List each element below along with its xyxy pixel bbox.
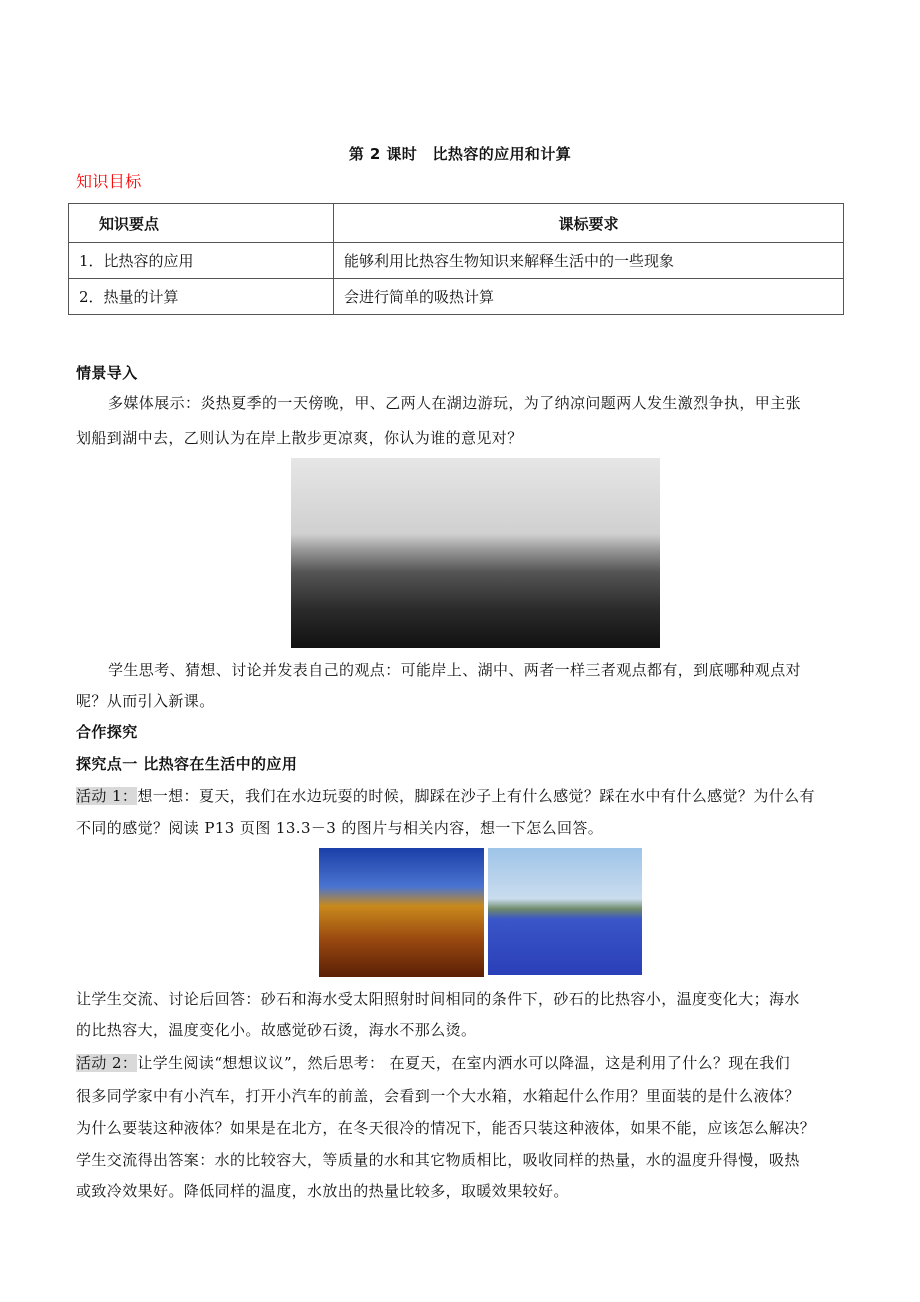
sea-coast-photo <box>488 848 642 975</box>
lake-boats-photo <box>291 458 660 648</box>
paragraph-line: 呢？从而引入新课。 <box>76 692 215 710</box>
objectives-table <box>68 203 844 315</box>
paragraph-line: 学生思考、猜想、讨论并发表自己的观点：可能岸上、湖中、两者一样三者观点都有，到底哪种观点对 <box>108 661 802 679</box>
paragraph-line: 多媒体展示：炎热夏季的一天傍晚，甲、乙两人在湖边游玩，为了纳凉问题两人发生激烈争执，甲主张 <box>108 394 802 412</box>
paragraph-line: 或致冷效果好。降低同样的温度，水放出的热量比较多，取暖效果较好。 <box>76 1182 569 1200</box>
table-row <box>69 243 844 279</box>
table-cell: 会进行简单的吸热计算 <box>334 279 844 315</box>
coop-heading: 合作探究 <box>76 723 138 741</box>
table-row <box>69 279 844 315</box>
table-header-row <box>69 204 844 243</box>
table-cell: 能够利用比热容生物知识来解释生活中的一些现象 <box>334 243 844 279</box>
activity-1-label: 活动 1： <box>76 787 138 805</box>
paragraph-text: 让学生阅读“想想议议”，然后思考： 在夏天，在室内洒水可以降温，这是利用了什么？现在我们 <box>137 1054 791 1072</box>
activity-1-line <box>76 786 815 806</box>
paragraph-line: 学生交流得出答案：水的比较容大，等质量的水和其它物质相比，吸收同样的热量，水的温度升得慢，吸热 <box>76 1151 800 1169</box>
table-cell: 2．热量的计算 <box>69 279 334 315</box>
paragraph-line: 为什么要装这种液体？如果是在北方，在冬天很冷的情况下，能否只装这种液体，如果不能，应该怎么解决？ <box>76 1119 816 1137</box>
paragraph-line: 让学生交流、讨论后回答：砂石和海水受太阳照射时间相同的条件下，砂石的比热容小，温度变化大；海水 <box>76 990 800 1008</box>
paragraph-line: 很多同学家中有小汽车，打开小汽车的前盖，会看到一个大水箱，水箱起什么作用？里面装的是什么液体？ <box>76 1087 800 1105</box>
paragraph-text: 想一想：夏天，我们在水边玩耍的时候，脚踩在沙子上有什么感觉？踩在水中有什么感觉？为什么有 <box>137 787 815 805</box>
activity-2-label: 活动 2： <box>76 1054 138 1072</box>
header-knowledge-points: 知识要点 <box>69 204 334 243</box>
inquiry-point-1-heading: 探究点一 比热容在生活中的应用 <box>76 755 298 773</box>
paragraph-line: 不同的感觉？阅读 P13 页图 13.3－3 的图片与相关内容，想一下怎么回答。 <box>76 819 604 837</box>
activity-2-line <box>76 1053 790 1073</box>
paragraph-line: 划船到湖中去，乙则认为在岸上散步更凉爽，你认为谁的意见对？ <box>76 429 523 447</box>
header-curriculum-requirements: 课标要求 <box>334 204 844 243</box>
lesson-title: 第 2 课时 比热容的应用和计算 <box>348 145 572 163</box>
objectives-heading: 知识目标 <box>76 172 142 191</box>
desert-dunes-photo <box>319 848 484 977</box>
paragraph-line: 的比热容大，温度变化小。故感觉砂石烫，海水不那么烫。 <box>76 1021 477 1039</box>
intro-heading: 情景导入 <box>76 364 138 382</box>
table-cell: 1．比热容的应用 <box>69 243 334 279</box>
